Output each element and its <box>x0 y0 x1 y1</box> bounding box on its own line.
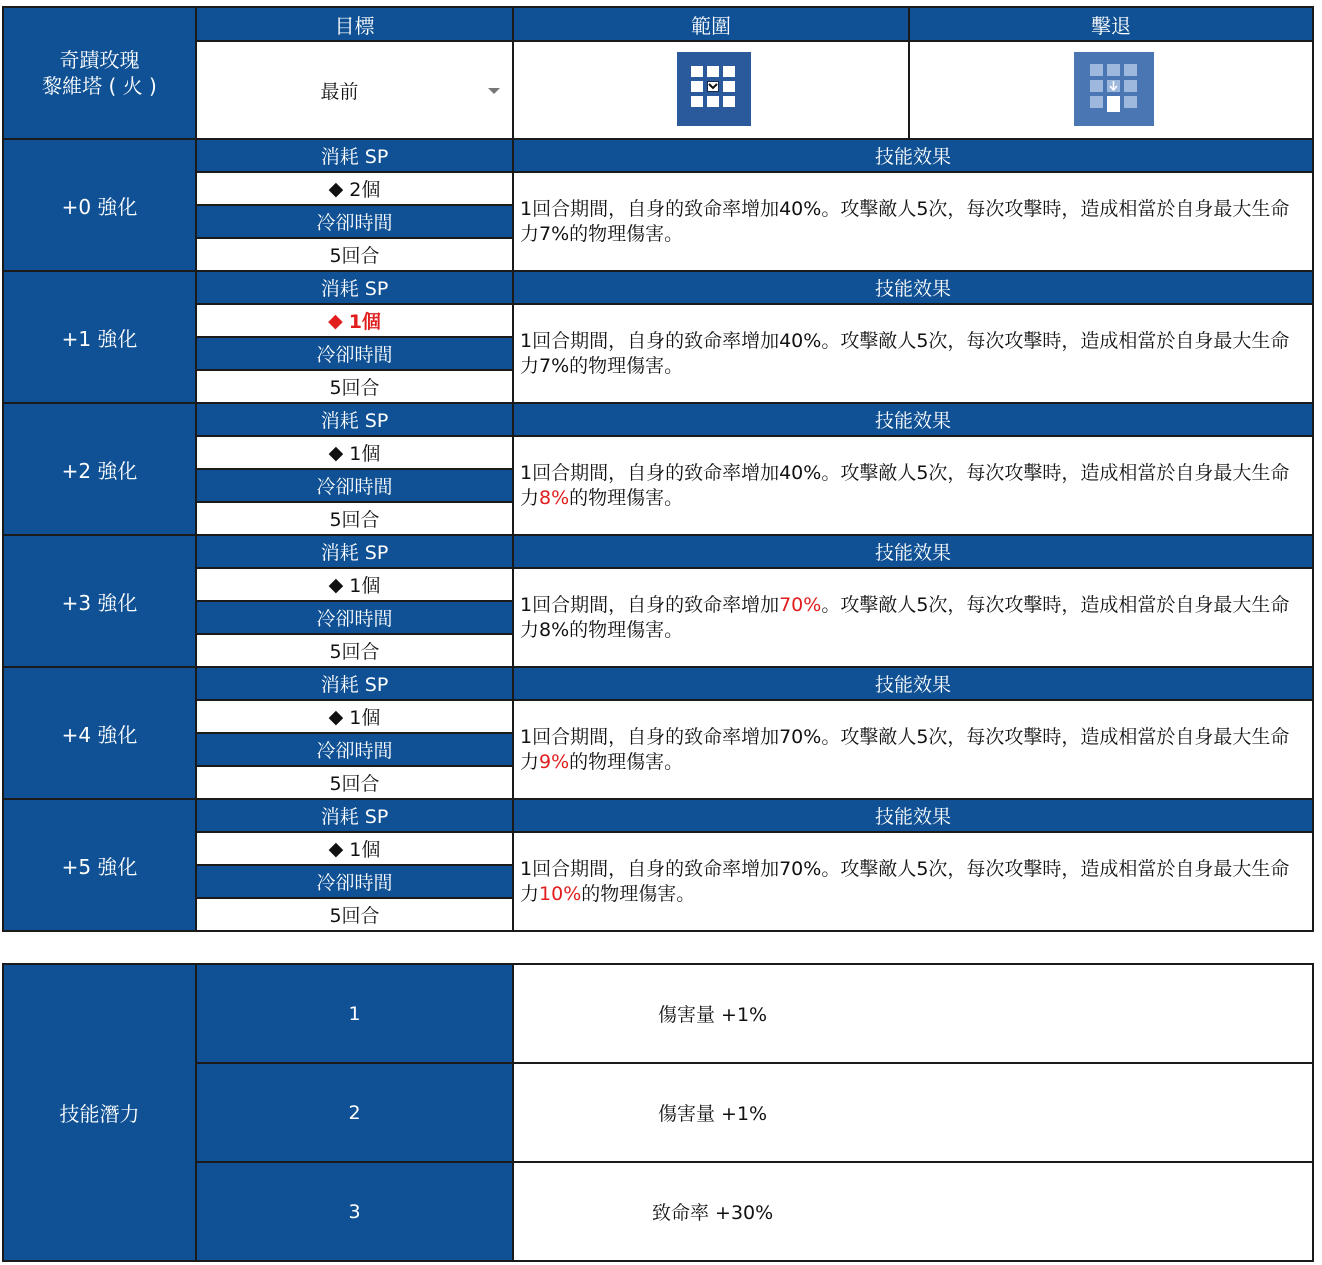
diamond-icon: ◆ <box>328 837 344 860</box>
cooldown-header <box>195 468 514 503</box>
sp-cost-header <box>195 534 514 569</box>
potential-index-cell <box>195 1161 514 1262</box>
cooldown-value-cell <box>195 633 514 668</box>
sp-cost-value: 1個 <box>349 707 381 729</box>
sp-cost-value-cell <box>195 567 514 602</box>
diamond-icon: ◆ <box>328 309 343 332</box>
desc-part: 。攻擊敵人5次，每次攻擊時，造成相當於自身最大生命力 <box>520 197 1290 245</box>
level-name-cell <box>2 798 197 932</box>
sp-cost-value-cell <box>195 171 514 206</box>
cooldown-value: 5回合 <box>329 905 380 927</box>
potential-effect: 致命率 +30% <box>652 1202 774 1224</box>
sp-cost-header <box>195 138 514 173</box>
sp-cost-header <box>195 270 514 305</box>
potential-index: 1 <box>348 1002 361 1025</box>
desc-part: 。攻擊敵人5次，每次攻擊時，造成相當於自身最大生命力 <box>520 329 1290 377</box>
potential-title-cell <box>2 963 197 1262</box>
diamond-icon: ◆ <box>328 705 344 728</box>
skill-effect-label: 技能效果 <box>874 146 951 168</box>
cooldown-value-cell <box>195 369 514 404</box>
cooldown-value: 5回合 <box>329 377 380 399</box>
diamond-icon: ◆ <box>328 573 344 596</box>
crit-value: 70% <box>779 725 822 748</box>
cooldown-label: 冷卻時間 <box>316 344 393 366</box>
cooldown-value-cell <box>195 237 514 272</box>
skill-effect-description <box>512 567 1314 668</box>
sp-cost-label: 消耗 SP <box>320 410 389 432</box>
skill-effect-description <box>512 831 1314 932</box>
level-name: +4 強化 <box>61 722 138 747</box>
skill-effect-text <box>520 857 1304 907</box>
skill-effect-text <box>520 593 1304 643</box>
potential-effect-cell <box>512 963 1314 1064</box>
sp-cost-label: 消耗 SP <box>320 278 389 300</box>
header-range <box>512 6 910 42</box>
crit-value: 70% <box>779 593 822 616</box>
cooldown-label: 冷卻時間 <box>316 476 393 498</box>
level-name-cell <box>2 534 197 668</box>
desc-part: 。攻擊敵人5次，每次攻擊時，造成相當於自身最大生命力 <box>520 725 1290 773</box>
cooldown-label: 冷卻時間 <box>316 740 393 762</box>
sp-cost-label: 消耗 SP <box>320 146 389 168</box>
cooldown-header <box>195 732 514 767</box>
knockback-cell <box>908 40 1314 140</box>
level-name: +3 強化 <box>61 590 138 615</box>
target-dropdown-value: 最前 <box>320 80 359 103</box>
sp-cost-label: 消耗 SP <box>320 542 389 564</box>
sp-cost-value: 1個 <box>349 443 381 465</box>
cooldown-header <box>195 600 514 635</box>
potential-effect-cell <box>512 1062 1314 1163</box>
cooldown-header <box>195 336 514 371</box>
level-name-cell <box>2 666 197 800</box>
desc-part: 。攻擊敵人5次，每次攻擊時，造成相當於自身最大生命力 <box>520 593 1290 641</box>
skill-effect-label: 技能效果 <box>874 806 951 828</box>
skill-effect-label: 技能效果 <box>874 410 951 432</box>
sp-cost-value: 2個 <box>349 179 381 201</box>
sp-cost-value: 1個 <box>349 839 381 861</box>
desc-part: 1回合期間，自身的致命率增加 <box>520 857 780 880</box>
header-target <box>195 6 514 42</box>
damage-value: 10% <box>539 882 582 905</box>
skill-effect-text <box>520 197 1304 247</box>
potential-index-cell <box>195 1062 514 1163</box>
skill-effect-header <box>512 798 1314 833</box>
level-name-cell <box>2 138 197 272</box>
cooldown-value-cell <box>195 897 514 932</box>
diamond-icon: ◆ <box>328 177 344 200</box>
header-knockback <box>908 6 1314 42</box>
skill-effect-description <box>512 699 1314 800</box>
potential-effect: 傷害量 +1% <box>658 1004 768 1026</box>
cooldown-header <box>195 204 514 239</box>
sp-cost-header <box>195 402 514 437</box>
sp-cost-value-cell <box>195 831 514 866</box>
desc-part: 的物理傷害。 <box>569 222 684 245</box>
header-target-label: 目標 <box>334 13 375 38</box>
skill-effect-text <box>520 725 1304 775</box>
cooldown-value: 5回合 <box>329 245 380 267</box>
target-dropdown[interactable] <box>195 40 514 140</box>
crit-value: 70% <box>779 857 822 880</box>
desc-part: 的物理傷害。 <box>569 486 684 509</box>
desc-part: 1回合期間，自身的致命率增加 <box>520 593 780 616</box>
range-cell <box>512 40 910 140</box>
skill-effect-header <box>512 138 1314 173</box>
grid-knockback-icon <box>1074 52 1154 126</box>
damage-value: 7% <box>539 222 570 245</box>
skill-effect-text <box>520 461 1304 511</box>
sp-cost-value-cell <box>195 303 514 338</box>
damage-value: 9% <box>539 750 570 773</box>
character-name-line2: 黎維塔 ( 火 ) <box>42 74 157 98</box>
skill-effect-header <box>512 666 1314 701</box>
skill-effect-label: 技能效果 <box>874 542 951 564</box>
cooldown-label: 冷卻時間 <box>316 608 393 630</box>
damage-value: 7% <box>539 354 570 377</box>
skill-effect-label: 技能效果 <box>874 278 951 300</box>
skill-effect-description <box>512 171 1314 272</box>
level-name-cell <box>2 402 197 536</box>
skill-effect-header <box>512 534 1314 569</box>
sp-cost-label: 消耗 SP <box>320 806 389 828</box>
desc-part: 1回合期間，自身的致命率增加 <box>520 725 780 748</box>
character-name-cell <box>2 6 197 140</box>
cooldown-value-cell <box>195 765 514 800</box>
desc-part: 的物理傷害。 <box>569 750 684 773</box>
skill-effect-text <box>520 329 1304 379</box>
desc-part: 的物理傷害。 <box>569 354 684 377</box>
sp-cost-value: 1個 <box>348 311 381 333</box>
potential-effect: 傷害量 +1% <box>658 1103 768 1125</box>
chevron-down-icon <box>488 88 500 94</box>
crit-value: 40% <box>779 329 822 352</box>
desc-part: 。攻擊敵人5次，每次攻擊時，造成相當於自身最大生命力 <box>520 461 1290 509</box>
level-name: +1 強化 <box>61 326 138 351</box>
skill-effect-header <box>512 270 1314 305</box>
sp-cost-value: 1個 <box>349 575 381 597</box>
desc-part: 的物理傷害。 <box>569 618 684 641</box>
desc-part: 的物理傷害。 <box>581 882 696 905</box>
crit-value: 40% <box>779 461 822 484</box>
header-range-label: 範圍 <box>691 13 731 38</box>
sp-cost-value-cell <box>195 699 514 734</box>
desc-part: 1回合期間，自身的致命率增加 <box>520 461 780 484</box>
sp-cost-value-cell <box>195 435 514 470</box>
potential-index: 3 <box>348 1200 361 1223</box>
crit-value: 40% <box>779 197 822 220</box>
damage-value: 8% <box>539 486 570 509</box>
level-name: +5 強化 <box>61 854 138 879</box>
grid-select-icon <box>677 52 751 126</box>
skill-effect-header <box>512 402 1314 437</box>
desc-part: 1回合期間，自身的致命率增加 <box>520 197 780 220</box>
skill-effect-description <box>512 303 1314 404</box>
desc-part: 1回合期間，自身的致命率增加 <box>520 329 780 352</box>
desc-part: 。攻擊敵人5次，每次攻擊時，造成相當於自身最大生命力 <box>520 857 1290 905</box>
potential-effect-cell <box>512 1161 1314 1262</box>
sp-cost-header <box>195 798 514 833</box>
level-name: +2 強化 <box>61 458 138 483</box>
cooldown-value-cell <box>195 501 514 536</box>
character-name-line1: 奇蹟玫瑰 <box>59 48 140 72</box>
level-name-cell <box>2 270 197 404</box>
cooldown-value: 5回合 <box>329 773 380 795</box>
cooldown-label: 冷卻時間 <box>316 872 393 894</box>
damage-value: 8% <box>539 618 570 641</box>
header-knockback-label: 擊退 <box>1091 13 1131 38</box>
diamond-icon: ◆ <box>328 441 344 464</box>
sp-cost-header <box>195 666 514 701</box>
cooldown-header <box>195 864 514 899</box>
potential-index: 2 <box>348 1101 361 1124</box>
potential-title: 技能潛力 <box>59 1102 140 1126</box>
cooldown-value: 5回合 <box>329 641 380 663</box>
potential-index-cell <box>195 963 514 1064</box>
sp-cost-label: 消耗 SP <box>320 674 389 696</box>
skill-effect-description <box>512 435 1314 536</box>
cooldown-value: 5回合 <box>329 509 380 531</box>
level-name: +0 強化 <box>61 194 138 219</box>
cooldown-label: 冷卻時間 <box>316 212 393 234</box>
skill-effect-label: 技能效果 <box>874 674 951 696</box>
